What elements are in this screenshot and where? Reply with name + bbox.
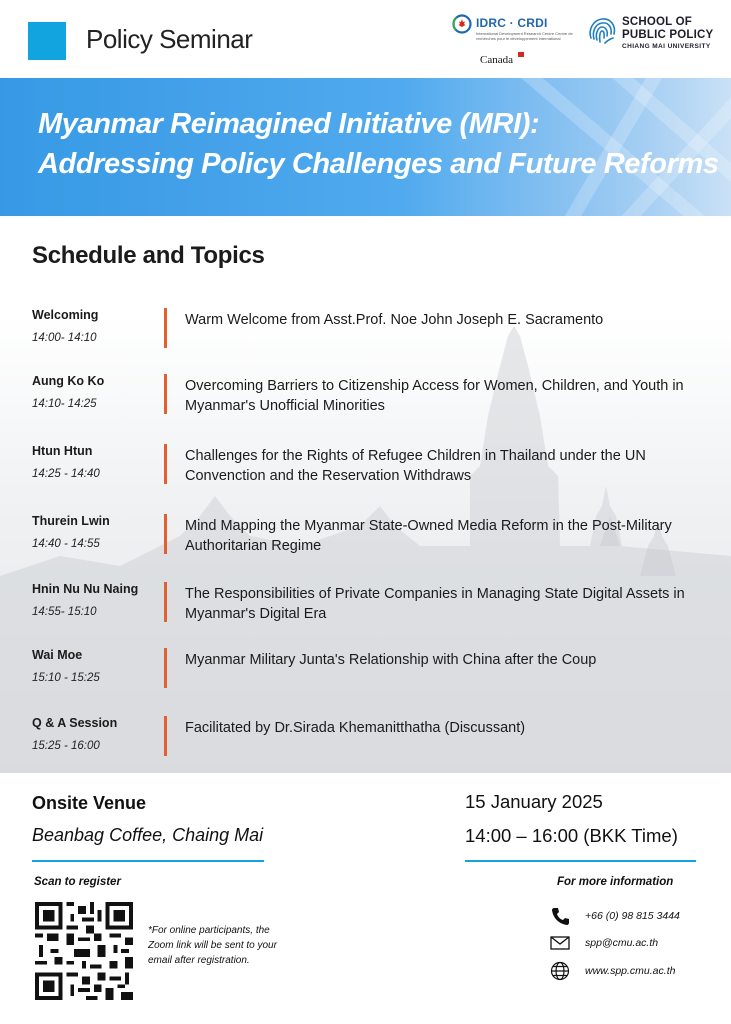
schedule-heading: Schedule and Topics: [32, 242, 265, 269]
footer: [0, 773, 731, 1024]
banner-title-line2: Addressing Policy Challenges and Future Reforms: [38, 148, 719, 180]
schedule-row: [0, 514, 731, 562]
venue-underline: [32, 860, 264, 862]
speaker-name: Welcoming: [32, 308, 99, 322]
header: [0, 0, 731, 78]
speaker-name: Q & A Session: [32, 716, 118, 730]
contact-website[interactable]: [550, 961, 720, 983]
phone-icon: [550, 906, 570, 926]
speaker-name: Wai Moe: [32, 648, 83, 662]
session-topic: Facilitated by Dr.Sirada Khemanitthatha (Discussant): [185, 720, 526, 736]
divider-bar: [164, 444, 167, 484]
session-time: 15:10 - 15:25: [32, 672, 100, 684]
datetime-underline: [465, 860, 696, 862]
event-date: 15 January 2025: [465, 791, 603, 812]
idrc-subtitle: International Development Research Centre Centre de recherches pour le développement international: [476, 31, 573, 41]
session-topic: Overcoming Barriers to Citizenship Access for Women, Children, and Youth in Myanmar's Unofficial Minorities: [185, 378, 684, 414]
session-topic: Warm Welcome from Asst.Prof. Noe John Joseph E. Sacramento: [185, 312, 604, 328]
spp-line3: CHIANG MAI UNIVERSITY: [622, 43, 711, 50]
divider-bar: [164, 716, 167, 756]
speaker-name: Thurein Lwin: [32, 514, 110, 528]
contact-email[interactable]: [550, 933, 720, 955]
session-time: 14:10- 14:25: [32, 398, 97, 410]
schedule-row: [0, 648, 731, 696]
phone-number: +66 (0) 98 815 3444: [585, 910, 680, 922]
venue-heading: Onsite Venue: [32, 793, 147, 813]
schedule-row: [0, 444, 731, 492]
speaker-name: Hnin Nu Nu Naing: [32, 582, 139, 596]
contact-phone[interactable]: [550, 906, 720, 928]
website-url: www.spp.cmu.ac.th: [585, 965, 676, 977]
canada-wordmark: Canada: [480, 54, 513, 66]
session-time: 14:00- 14:10: [32, 332, 97, 344]
scan-label: Scan to register: [34, 876, 121, 888]
session-time: 14:55- 15:10: [32, 606, 97, 618]
divider-bar: [164, 582, 167, 622]
accent-square: [28, 22, 66, 60]
session-topic: The Responsibilities of Private Companies in Managing State Digital Assets in Myanmar's Digital Era: [185, 586, 685, 622]
globe-icon: [550, 961, 570, 981]
mail-icon: [550, 933, 570, 953]
venue-place: Beanbag Coffee, Chaing Mai: [32, 825, 264, 845]
registration-note: *For online participants, the Zoom link will be sent to your email after registration.: [148, 925, 277, 966]
divider-bar: [164, 308, 167, 348]
idrc-leaf-icon: [452, 14, 472, 34]
schedule-row: [0, 308, 731, 356]
idrc-logo: [452, 14, 582, 74]
title-banner: [0, 78, 731, 216]
fingerprint-icon: [585, 14, 619, 48]
session-topic: Challenges for the Rights of Refugee Children in Thailand under the UN Convenction and the Reservation Withdraws: [185, 448, 646, 484]
banner-title-line1: Myanmar Reimagined Initiative (MRI):: [38, 108, 540, 140]
speaker-name: Htun Htun: [32, 444, 93, 458]
session-topic: Mind Mapping the Myanmar State-Owned Media Reform in the Post-Military Authoritarian Regime: [185, 518, 672, 554]
spp-logo: [585, 14, 725, 54]
spp-line1: SCHOOL OF: [622, 16, 692, 28]
speaker-name: Aung Ko Ko: [32, 374, 105, 388]
qr-code[interactable]: [35, 902, 133, 1000]
schedule-row: [0, 374, 731, 422]
canada-flag-icon: [518, 52, 524, 57]
schedule-row: [0, 716, 731, 764]
schedule-section: [0, 216, 731, 773]
contact-heading: For more information: [557, 876, 674, 888]
session-time: 14:40 - 14:55: [32, 538, 100, 550]
email-address: spp@cmu.ac.th: [585, 937, 659, 949]
session-topic: Myanmar Military Junta's Relationship with China after the Coup: [185, 652, 597, 668]
schedule-row: [0, 582, 731, 630]
session-time: 14:25 - 14:40: [32, 468, 100, 480]
divider-bar: [164, 374, 167, 414]
divider-bar: [164, 648, 167, 688]
session-time: 15:25 - 16:00: [32, 740, 100, 752]
divider-bar: [164, 514, 167, 554]
event-type: Policy Seminar: [86, 24, 253, 54]
event-hours: 14:00 – 16:00 (BKK Time): [465, 825, 678, 846]
spp-line2: PUBLIC POLICY: [622, 29, 714, 41]
banner-decoration: [0, 78, 731, 216]
idrc-name: IDRC · CRDI: [476, 16, 548, 30]
